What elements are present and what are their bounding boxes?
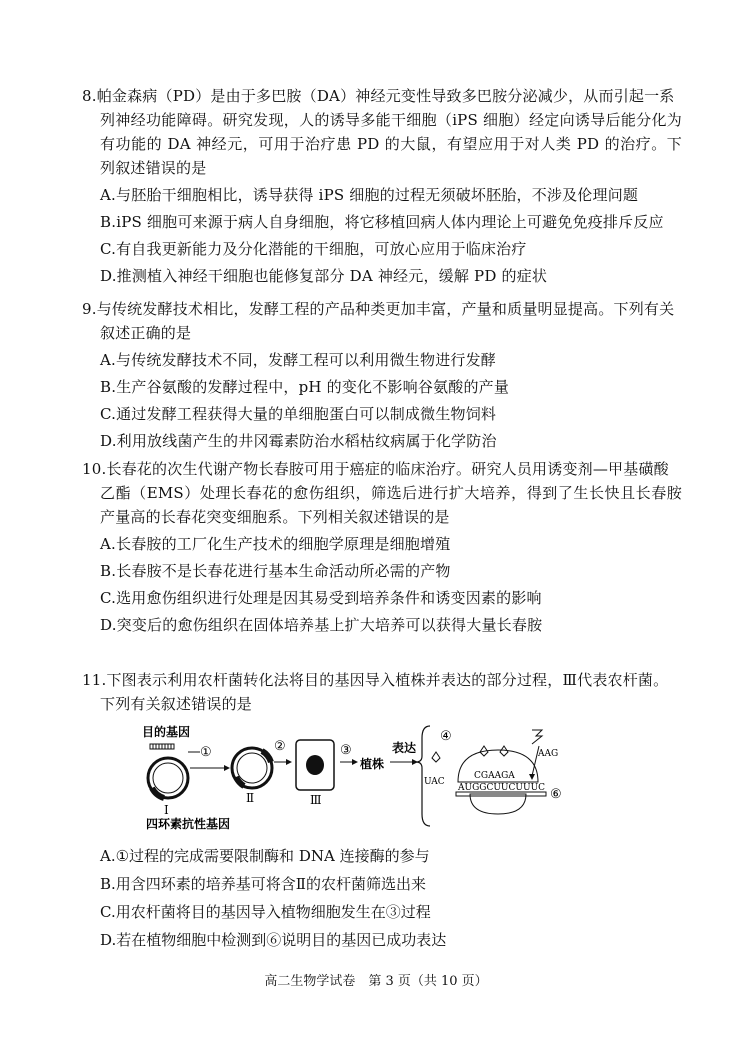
question-11	[82, 668, 682, 716]
question-8-stem-line1: 8.帕金森病（PD）是由于多巴胺（DA）神经元变性导致多巴胺分泌减少，从而引起一系	[82, 87, 675, 105]
label-ii: Ⅱ	[246, 791, 255, 805]
question-9-stem-line1: 9.与传统发酵技术相比，发酵工程的产品种类更加丰富，产量和质量明显提高。下列有关	[82, 300, 675, 318]
question-11-stem-line1: 11.下图表示利用农杆菌转化法将目的基因导入植株并表达的部分过程，Ⅲ代表农杆菌。	[82, 671, 669, 689]
arrow-1-head	[224, 765, 230, 771]
question-10-option-d: D.突变后的愈伤组织在固体培养基上扩大培养可以获得大量长春胺	[100, 616, 543, 634]
question-9-stem-rest: 叙述正确的是	[100, 324, 192, 342]
question-9-option-d: D.利用放线菌产生的井冈霉素防治水稻枯纹病属于化学防治	[100, 432, 497, 450]
question-10-option-a: A.长春胺的工厂化生产技术的细胞学原理是细胞增殖	[100, 535, 451, 553]
step-1-label: ①	[200, 745, 212, 760]
question-11-stem-rest: 下列有关叙述错误的是	[100, 695, 253, 713]
label-target-gene: 目的基因	[142, 725, 191, 739]
question-10-stem-line1: 10.长春花的次生代谢产物长春胺可用于癌症的临床治疗。研究人员用诱变剂—甲基磺酸	[82, 460, 669, 478]
step-4-label: ④	[440, 729, 452, 744]
question-9-option-b: B.生产谷氨酸的发酵过程中，pH 的变化不影响谷氨酸的产量	[100, 378, 510, 396]
question-11-option-a: A.①过程的完成需要限制酶和 DNA 连接酶的参与	[100, 847, 430, 865]
agrobacterium-iii-icon	[296, 740, 334, 790]
step-3-label: ③	[340, 743, 352, 758]
arrow-2-head	[286, 759, 292, 765]
question-8-option-c: C.有自我更新能力及分化潜能的干细胞，可放心应用于临床治疗	[100, 240, 527, 258]
question-8-options	[100, 182, 682, 290]
q11-diagram	[140, 722, 570, 832]
arrow-3-head	[352, 759, 358, 765]
page-footer: 高二生物学试卷 第 3 页（共 10 页）	[264, 974, 488, 989]
question-11-option-c: C.用农杆菌将目的基因导入植物细胞发生在③过程	[100, 903, 431, 921]
step-2-label: ②	[274, 739, 286, 754]
question-8	[82, 84, 682, 290]
question-10	[82, 457, 682, 639]
plasmid-ii-icon	[232, 748, 272, 788]
label-express: 表达	[392, 741, 417, 755]
sequence-mrna: AUGGCUUCUUUC	[458, 783, 546, 793]
trna-arrow-head	[529, 774, 535, 780]
question-8-option-b: B.iPS 细胞可来源于病人自身细胞，将它移植回病人体内理论上可避免免疫排斥反应	[100, 213, 664, 231]
question-10-option-b: B.长春胺不是长春花进行基本生命活动所必需的产物	[100, 562, 451, 580]
anticodon-uac: UAC	[424, 777, 445, 787]
brace	[416, 726, 430, 826]
question-9-options	[100, 347, 682, 455]
question-8-option-a: A.与胚胎干细胞相比，诱导获得 iPS 细胞的过程无须破坏胚胎，不涉及伦理问题	[100, 186, 639, 204]
label-tetracycline-resistance: 四环素抗性基因	[146, 817, 231, 831]
question-11-option-b: B.用含四环素的培养基可将含Ⅱ的农杆菌筛选出来	[100, 875, 426, 893]
question-11-stem	[82, 668, 682, 716]
label-iii: Ⅲ	[310, 793, 322, 807]
label-i: Ⅰ	[164, 803, 169, 817]
ribosome-icon	[458, 750, 538, 814]
question-10-option-c: C.选用愈伤组织进行处理是因其易受到培养条件和诱变因素的影响	[100, 589, 542, 607]
question-9-option-c: C.通过发酵工程获得大量的单细胞蛋白可以制成微生物饲料	[100, 405, 497, 423]
question-8-stem-rest: 列神经功能障碍。研究发现，人的诱导多能干细胞（iPS 细胞）经定向诱导后能分化为有功能的 DA 神经元，可用于治疗患 PD 的大鼠，有望应用于对人类 PD 的治疗。下列叙述错误的是	[100, 111, 682, 177]
question-11-options	[100, 842, 446, 954]
question-11-option-d: D.若在植物细胞中检测到⑥说明目的基因已成功表达	[100, 931, 447, 949]
label-plant: 植株	[360, 757, 385, 771]
question-10-options	[100, 531, 682, 639]
question-10-stem-rest: 乙酯（EMS）处理长春花的愈伤组织，筛选后进行扩大培养，得到了生长快且长春胺产量高的长春花突变细胞系。下列相关叙述错误的是	[100, 484, 682, 526]
question-8-stem	[82, 84, 682, 180]
plasmid-i-icon	[148, 758, 188, 798]
question-8-option-d: D.推测植入神经干细胞也能修复部分 DA 神经元，缓解 PD 的症状	[100, 267, 548, 285]
question-9	[82, 297, 682, 455]
question-10-stem	[82, 457, 682, 529]
gene-fragment-icon	[150, 744, 174, 749]
question-9-option-a: A.与传统发酵技术不同，发酵工程可以利用微生物进行发酵	[100, 351, 497, 369]
anticodon-aag: AAG	[538, 749, 559, 759]
step-6-label: ⑥	[550, 787, 562, 802]
question-9-stem	[82, 297, 682, 345]
sequence-top: CGAAGA	[474, 771, 515, 781]
